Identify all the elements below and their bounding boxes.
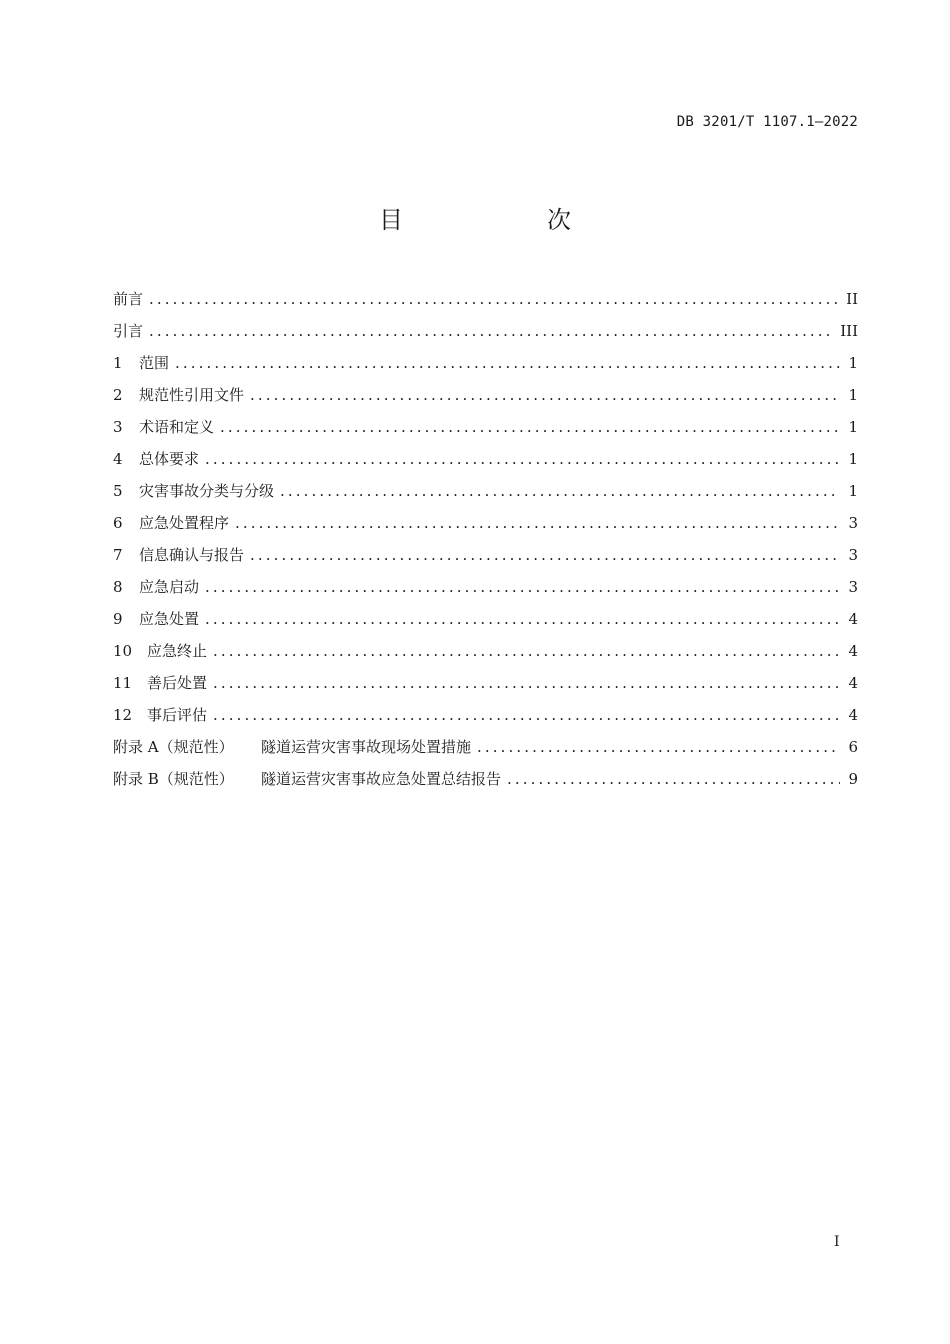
toc-entry-label: 灾害事故分类与分级	[139, 482, 275, 500]
toc-entry-label: 隧道运营灾害事故现场处置措施	[261, 738, 472, 756]
toc-entry-number: 12	[113, 706, 133, 724]
toc-entry-page: 1	[848, 354, 858, 372]
toc-entry-page: 9	[848, 770, 858, 788]
toc-entry-page: 4	[848, 642, 858, 660]
toc-entry-2[interactable]	[113, 383, 858, 415]
toc-entry-page: 4	[848, 706, 858, 724]
toc-dot-leader	[175, 351, 840, 375]
toc-dot-leader	[220, 415, 840, 439]
toc-entry-label: 规范性引用文件	[139, 386, 245, 404]
toc-entry-number: 2	[113, 386, 123, 404]
toc-entry-number: 4	[113, 450, 123, 468]
toc-entry-number: 3	[113, 418, 123, 436]
toc-entry-number: 5	[113, 482, 123, 500]
toc-annex-prefix: 附录 A（规范性）	[113, 738, 234, 756]
toc-entry-7[interactable]	[113, 543, 858, 575]
toc-dot-leader	[280, 479, 840, 503]
toc-entry-label: 范围	[139, 354, 170, 372]
toc-entry-12[interactable]	[113, 703, 858, 735]
toc-dot-leader	[250, 383, 840, 407]
toc-entry-page: 3	[848, 546, 858, 564]
toc-dot-leader	[205, 607, 840, 631]
toc-entry-10[interactable]	[113, 639, 858, 671]
toc-entry-label: 总体要求	[139, 450, 200, 468]
toc-entry-page: 1	[848, 418, 858, 436]
toc-entry-label: 术语和定义	[139, 418, 215, 436]
toc-entry-label: 善后处置	[147, 674, 208, 692]
toc-entry-label: 信息确认与报告	[139, 546, 245, 564]
toc-annex-prefix: 附录 B（规范性）	[113, 770, 234, 788]
toc-dot-leader	[149, 319, 834, 343]
toc-entry-number: 8	[113, 578, 123, 596]
page-number: I	[834, 1234, 840, 1250]
toc-dot-leader	[149, 287, 840, 311]
toc-entry-page: 3	[848, 578, 858, 596]
toc-entry-label: 隧道运营灾害事故应急处置总结报告	[261, 770, 502, 788]
toc-entry-label: 事后评估	[147, 706, 208, 724]
toc-entry-9[interactable]	[113, 607, 858, 639]
toc-entry-number: 10	[113, 642, 133, 660]
toc-entry-8[interactable]	[113, 575, 858, 607]
toc-entry-page: 3	[848, 514, 858, 532]
toc-dot-leader	[213, 703, 840, 727]
toc-entry-4[interactable]	[113, 447, 858, 479]
toc-entry-label: 应急终止	[147, 642, 208, 660]
toc-dot-leader	[250, 543, 840, 567]
toc-entry-introduction[interactable]	[113, 319, 858, 351]
toc-entry-foreword[interactable]	[113, 287, 858, 319]
toc-dot-leader	[477, 735, 840, 759]
toc-entry-3[interactable]	[113, 415, 858, 447]
toc-entry-11[interactable]	[113, 671, 858, 703]
toc-entry-label: 前言	[113, 290, 144, 308]
toc-entry-page: 1	[848, 482, 858, 500]
toc-dot-leader	[205, 575, 840, 599]
toc-entry-label: 引言	[113, 322, 144, 340]
toc-title: 目 次	[379, 206, 631, 234]
toc-entry-1[interactable]	[113, 351, 858, 383]
toc-entry-page: 4	[848, 610, 858, 628]
table-of-contents	[113, 287, 858, 799]
toc-entry-page: 1	[848, 386, 858, 404]
toc-entry-number: 9	[113, 610, 123, 628]
toc-entry-number: 11	[113, 674, 133, 692]
document-code: DB 3201/T 1107.1—2022	[676, 114, 858, 130]
toc-entry-page: 4	[848, 674, 858, 692]
toc-entry-page: 6	[848, 738, 858, 756]
toc-entry-5[interactable]	[113, 479, 858, 511]
toc-dot-leader	[205, 447, 840, 471]
toc-entry-label: 应急处置	[139, 610, 200, 628]
toc-dot-leader	[213, 639, 840, 663]
toc-dot-leader	[507, 767, 840, 791]
toc-entry-page: 1	[848, 450, 858, 468]
toc-entry-label: 应急处置程序	[139, 514, 230, 532]
toc-dot-leader	[235, 511, 840, 535]
toc-entry-page: III	[840, 322, 858, 340]
toc-entry-number: 7	[113, 546, 123, 564]
toc-dot-leader	[213, 671, 840, 695]
toc-entry-6[interactable]	[113, 511, 858, 543]
toc-entry-label: 应急启动	[139, 578, 200, 596]
toc-entry-number: 1	[113, 354, 123, 372]
toc-entry-annex-a[interactable]	[113, 735, 858, 767]
toc-entry-annex-b[interactable]	[113, 767, 858, 799]
toc-entry-number: 6	[113, 514, 123, 532]
toc-entry-page: II	[846, 290, 858, 308]
